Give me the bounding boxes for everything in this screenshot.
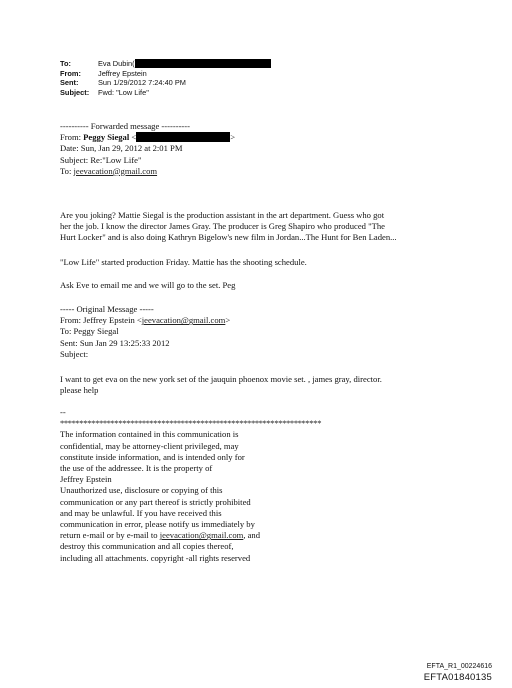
disclaimer-line: destroy this communication and all copies thereof, [60, 541, 234, 552]
bates-stamp-large: EFTA01840135 [423, 672, 492, 683]
to-label: To: [60, 59, 71, 68]
disclaimer-line: The information contained in this communication is [60, 429, 239, 440]
sent-label: Sent: [60, 78, 79, 88]
forwarded-to-email-link[interactable]: jeevacation@gmail.com [73, 165, 158, 176]
reply-line: Are you joking? Mattie Siegal is the production assistant in the art department. Guess who got [60, 210, 385, 220]
original-from-line [60, 315, 460, 326]
original-from-prefix: From: Jeffrey Epstein < [60, 315, 142, 326]
reply-paragraph-3 [60, 280, 460, 291]
redaction-bar [135, 59, 271, 68]
original-separator: ----- Original Message ----- [60, 304, 154, 314]
disclaimer-line: including all attachments. copyright -all rights reserved [60, 552, 251, 563]
signature-block [60, 407, 460, 564]
original-message-header [60, 304, 460, 360]
forwarded-to-prefix: To: [60, 165, 72, 176]
original-subject-line: Subject: [60, 348, 89, 359]
header-subject-row [60, 88, 271, 98]
original-sent-line: Sent: Sun Jan 29 13:25:33 2012 [60, 337, 170, 348]
original-to-line: To: Peggy Siegal [60, 326, 119, 337]
original-body-line: please help [60, 385, 99, 396]
forwarded-separator: ---------- Forwarded message ---------- [60, 121, 191, 131]
forwarded-subject-line: Subject: Re:"Low Life" [60, 154, 142, 165]
original-from-suffix: > [225, 315, 231, 326]
forwarded-from-close: > [230, 132, 236, 143]
from-label: From: [60, 68, 81, 78]
reply-line: "Low Life" started production Friday. Mattie has the shooting schedule. [60, 257, 307, 267]
disclaimer-email-suffix: , and [243, 530, 261, 541]
disclaimer-line: constitute inside information, and is intended only for [60, 451, 245, 462]
subject-label: Subject: [60, 87, 90, 97]
disclaimer-line: communication in error, please notify us immediately by [60, 519, 255, 530]
reply-line: Hurt Locker" and is also doing Kathryn Bigelow's new film in Jordan...The Hunt for Ben Laden... [60, 232, 397, 243]
original-message-body [60, 374, 460, 396]
header-to-row [60, 59, 271, 69]
disclaimer-line: communication or any part thereof is strictly prohibited [60, 496, 251, 507]
from-value: Jeffrey Epstein [98, 68, 147, 78]
disclaimer-email-line [60, 530, 460, 541]
disclaimer-email-link[interactable]: jeevacation@gmail.com [159, 530, 244, 541]
header-sent-row [60, 78, 271, 88]
forwarded-message-header [60, 121, 460, 177]
forwarded-date-line: Date: Sun, Jan 29, 2012 at 2:01 PM [60, 143, 183, 154]
bates-stamp-small: EFTA_R1_00224616 [426, 663, 492, 670]
disclaimer-line: and may be unlawful. If you have received this [60, 507, 222, 518]
original-from-email-link[interactable]: jeevacation@gmail.com [141, 315, 226, 326]
sent-value: Sun 1/29/2012 7:24:40 PM [98, 78, 186, 88]
header-from-row [60, 69, 271, 79]
forwarded-to-line [60, 166, 460, 177]
disclaimer-line: the use of the addressee. It is the property of [60, 463, 213, 474]
reply-line: her the job. I know the director James Gray. The producer is Greg Shapiro who produced "The [60, 221, 385, 232]
forwarded-from-open: < [131, 132, 137, 143]
original-body-line: I want to get eva on the new york set of the jauquin phoenox movie set. , james gray, director. [60, 374, 382, 384]
disclaimer-email-prefix: return e-mail or by e-mail to [60, 530, 160, 541]
disclaimer-line: confidential, may be attorney-client privileged, may [60, 440, 239, 451]
forwarded-from-prefix: From: [60, 132, 82, 143]
reply-paragraph-2 [60, 257, 460, 268]
email-header [60, 59, 271, 97]
subject-value: Fwd: "Low Life" [98, 87, 149, 97]
signature-dashes: -- [60, 407, 66, 417]
disclaimer-line: Unauthorized use, disclosure or copying of this [60, 485, 223, 496]
reply-line: Ask Eve to email me and we will go to the set. Peg [60, 280, 236, 290]
redaction-bar [136, 132, 230, 142]
forwarded-from-name: Peggy Siegal [83, 132, 130, 143]
forwarded-from-line [60, 132, 460, 143]
reply-paragraph-1 [60, 210, 460, 244]
disclaimer-line: Jeffrey Epstein [60, 474, 112, 485]
signature-stars: ******************************************************************* [60, 418, 322, 429]
to-value: Eva Dubin( [98, 59, 135, 68]
